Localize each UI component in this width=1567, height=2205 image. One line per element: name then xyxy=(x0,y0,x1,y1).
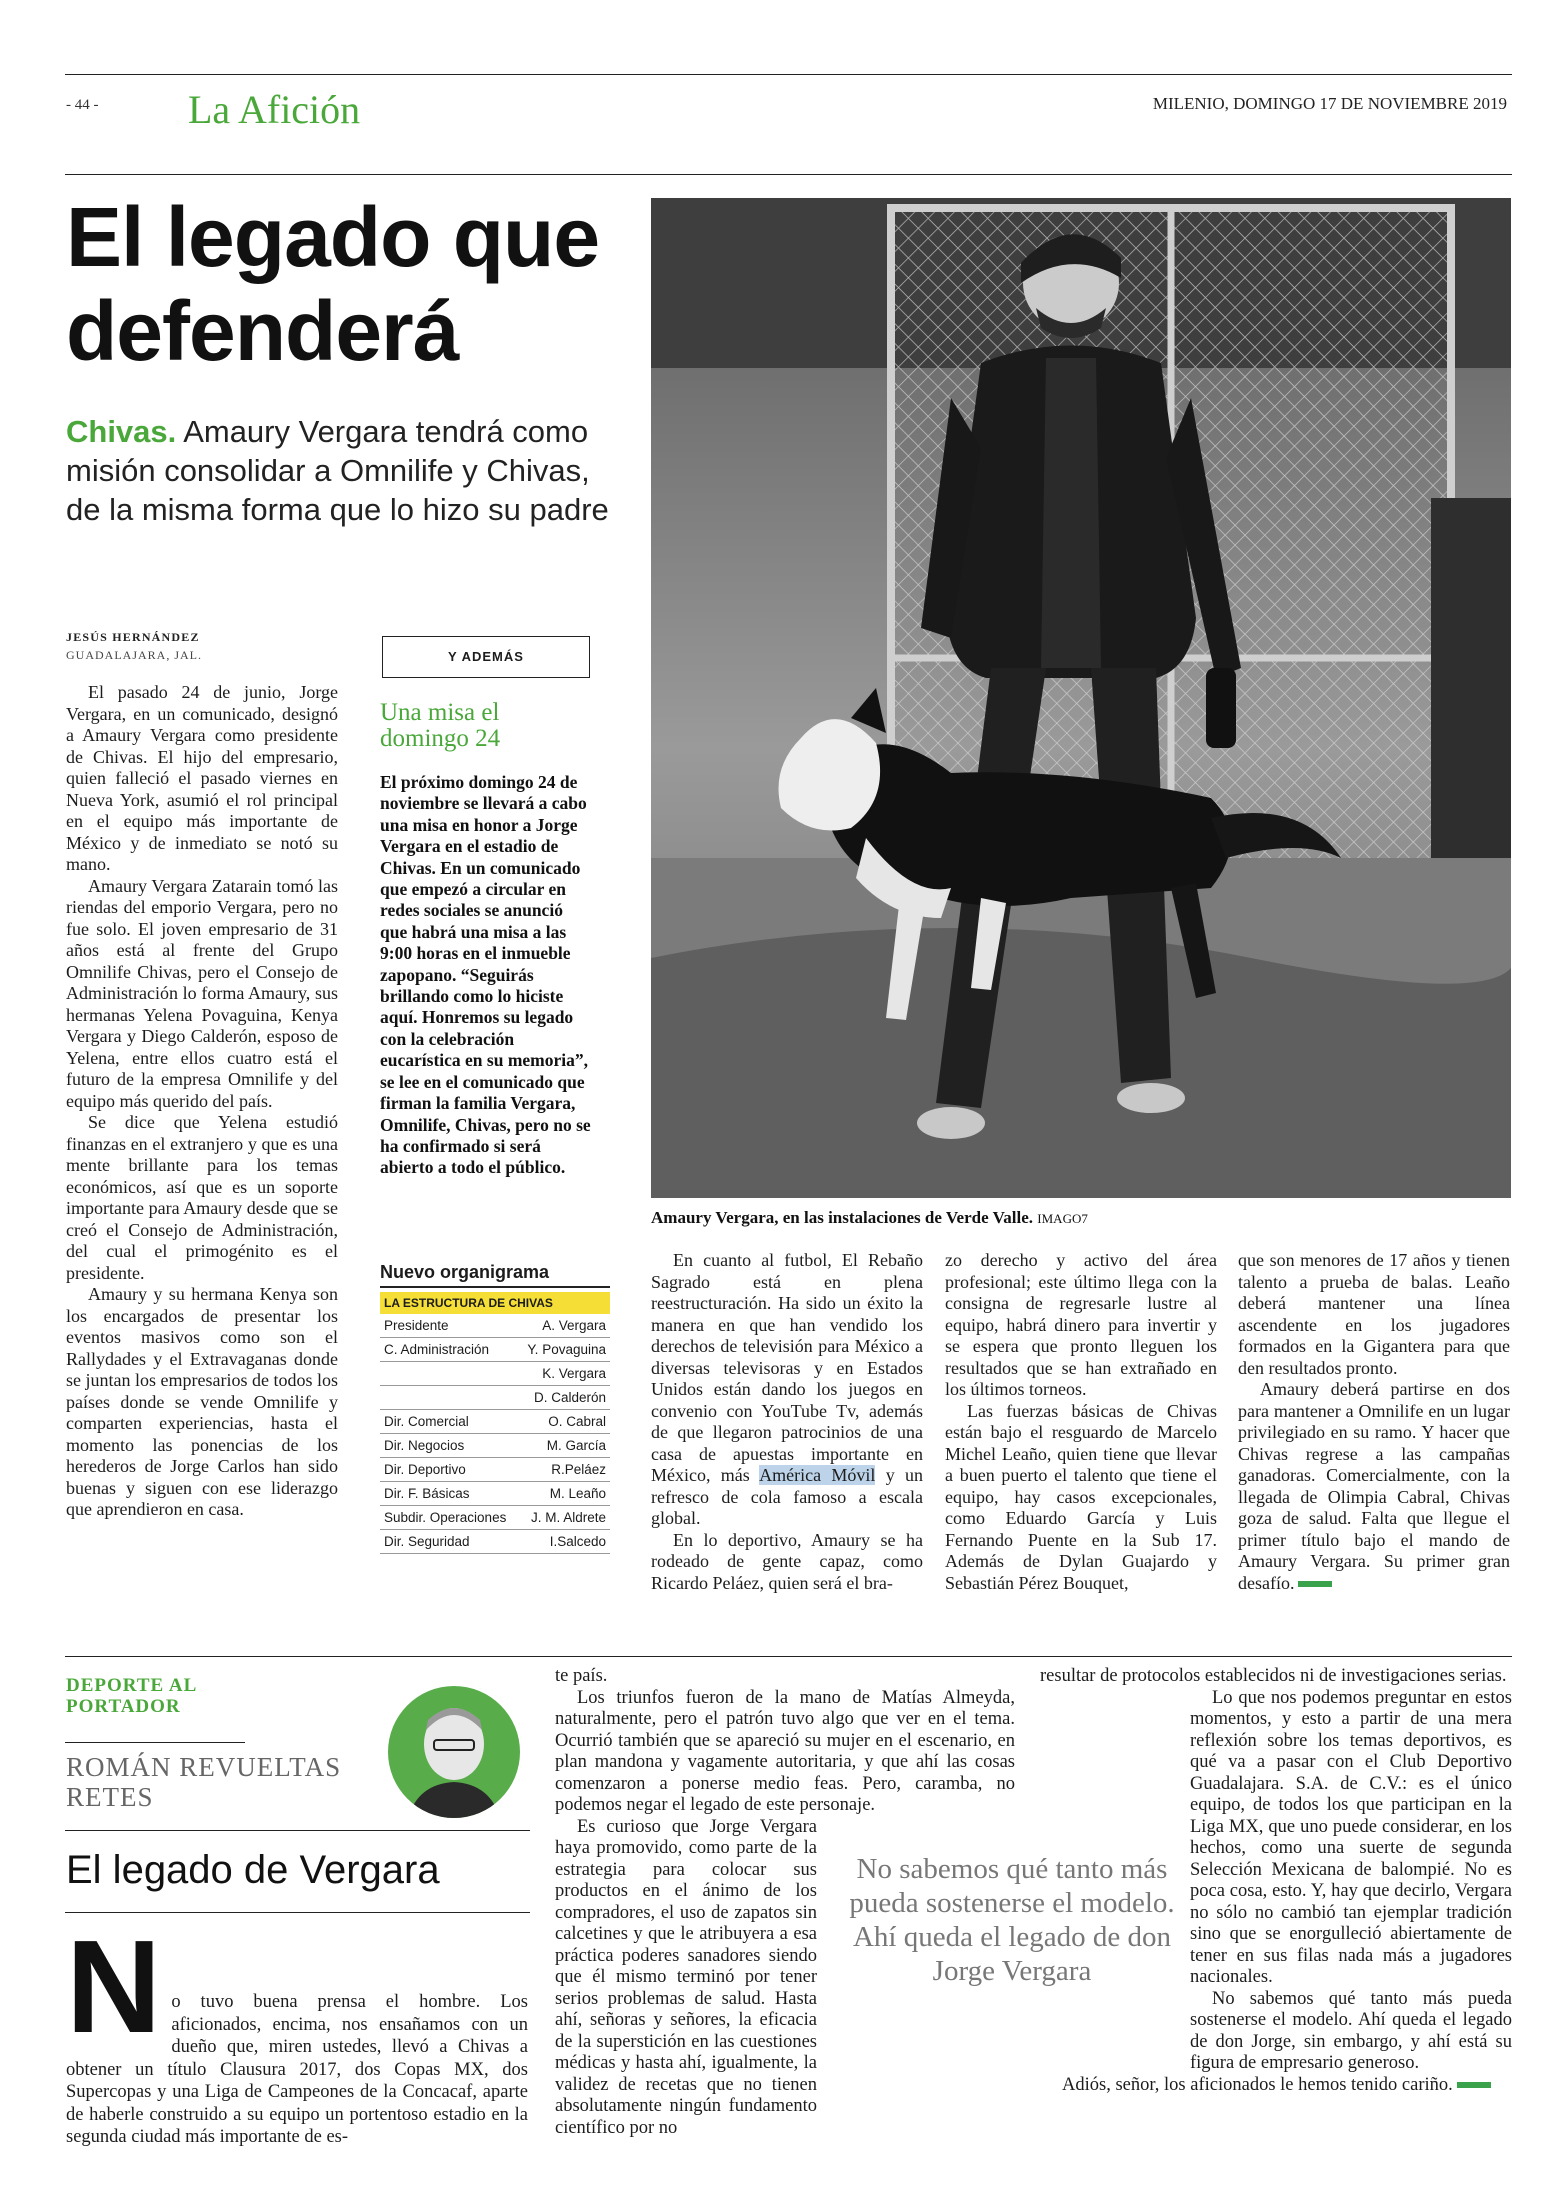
avatar-portrait xyxy=(388,1686,520,1818)
story-paragraph: Amaury y su hermana Kenya son los encargados de presentar los eventos masivos como son el Rallydades y el Extravaganas donde se juntan los empresarios de todos los países donde se vende Omnilife y comparten experiencias, hasta el momento las ponencias de los herederos de Jorge Carlos han sido buenas y siguen con ese liderazgo que aprendieron en casa. xyxy=(66,1284,338,1519)
story-paragraph: que son menores de 17 años y tienen talento a prueba de balas. Leaño deberá mantener una línea ascendente en los jugadores formados en la Gigantera para que den resultados pronto. xyxy=(1238,1250,1510,1378)
column-paragraph: Es curioso que Jorge Vergara haya promovido, como parte de la estrategia para colocar sus productos en el ánimo de los compradores, el uso de zapatos sin calcetines y que le atribuyera a esa práctica poderes sanadores siendo que él mismo terminó por tener serios problemas de salud. Hasta ahí, señoras y señores, la eficacia de la superstición en las cuestiones médicas y hasta ahí, igualmente, la validez de recetas que no tienen absolutamente ningún fundamento científico por no xyxy=(555,1816,817,2138)
org-row xyxy=(380,1506,610,1530)
photo-illustration xyxy=(651,198,1511,1198)
org-person: Y. Povaguina xyxy=(518,1338,610,1362)
org-row xyxy=(380,1530,610,1554)
org-chart-title: Nuevo organigrama xyxy=(380,1262,610,1288)
story-paragraph: Las fuerzas básicas de Chivas están bajo el resguardo de Marcelo Michel Leaño, quien tiene que llevar a buen puerto el talento que tiene el equipo, hay casos excepcionales, como Eduardo García y Luis Fernando Puente en la Sub 17. Además de Dylan Guajardo y Sebastián Pérez Bouquet, xyxy=(945,1400,1217,1593)
column-body-1 xyxy=(66,1913,528,2149)
story-text: En cuanto al futbol, El Rebaño Sagrado está en plena reestructuración. Ha sido un éxito la manera en que han vendido los derechos de televisión para México a diversas televisoras y en Estados Unidos están dando los juegos en convenio con YouTube Tv, además de que llegaron patrocinios de una casa de apuestas importante en México, más xyxy=(651,1250,923,1485)
sidebar-title: Una misa el domingo 24 xyxy=(380,699,501,752)
org-role: Presidente xyxy=(380,1314,518,1338)
story-text: Amaury deberá partirse en dos para mantener a Omnilife en un lugar privilegiado en su ramo. Y hacer que Chivas regrese a las campañas ganadoras. Comercialmente, con la llegada de Olimpia Cabral, Chivas goza de salud. Falta que llegue el primer título bajo el mando de Amaury Vergara. Su primer gran desafío. xyxy=(1238,1379,1510,1593)
column-author: ROMÁN REVUELTAS RETES xyxy=(66,1752,342,1812)
story-column-1 xyxy=(66,682,338,1521)
org-row xyxy=(380,1314,610,1338)
story-paragraph xyxy=(1238,1379,1510,1594)
section-divider xyxy=(65,1656,1512,1657)
org-person: J. M. Aldrete xyxy=(518,1506,610,1530)
org-row xyxy=(380,1482,610,1506)
column-paragraph xyxy=(1040,2075,1512,2097)
org-role xyxy=(380,1362,518,1386)
story-paragraph: En lo deportivo, Amaury se ha rodeado de gente capaz, como Ricardo Peláez, quien será el bra- xyxy=(651,1529,923,1593)
column-paragraph: resultar de protocolos establecidos ni de investigaciones serias. xyxy=(1040,1666,1507,1686)
org-role: Dir. F. Básicas xyxy=(380,1482,518,1506)
story-column-3 xyxy=(651,1250,923,1594)
title-rule xyxy=(65,1830,530,1831)
org-role: Dir. Negocios xyxy=(380,1434,518,1458)
org-person: O. Cabral xyxy=(518,1410,610,1434)
org-row xyxy=(380,1386,610,1410)
author-avatar xyxy=(388,1686,520,1818)
org-person: D. Calderón xyxy=(518,1386,610,1410)
story-paragraph: Amaury Vergara Zatarain tomó las riendas del emporio Vergara, pero no fue solo. El joven empresario de 31 años está al frente del Grupo Omnilife Chivas, pero el Consejo de Administración lo forma Amaury, sus hermanas Yelena Povaguina, Kenya Vergara y Diego Calderón, esposo de Yelena, entre ellos cuatro está el futuro de la empresa Omnilife y del equipo más querido del país. xyxy=(66,875,338,1111)
byline: JESÚS HERNÁNDEZ xyxy=(66,630,200,644)
org-person: M. García xyxy=(518,1434,610,1458)
story-paragraph: zo derecho y activo del área profesional; este último llega con la consigna de regresarle lustre al equipo, habrá dinero para invertir y se espera que pronto lleguen los resultados que se han extrañado en los últimos torneos. xyxy=(945,1250,1217,1399)
org-chart-subtitle: LA ESTRUCTURA DE CHIVAS xyxy=(380,1292,610,1314)
org-role: C. Administración xyxy=(380,1338,518,1362)
org-person: I.Salcedo xyxy=(518,1530,610,1554)
headline: El legado que defenderá xyxy=(66,190,600,378)
org-person: R.Peláez xyxy=(518,1458,610,1482)
end-mark xyxy=(1298,1581,1332,1587)
sidebar-label: Y ADEMÁS xyxy=(382,636,590,678)
story-text: y un refresco de cola famoso a escala global. xyxy=(651,1465,924,1528)
org-row xyxy=(380,1362,610,1386)
org-role: Dir. Comercial xyxy=(380,1410,518,1434)
top-rule xyxy=(65,74,1512,75)
deck-text: Amaury Vergara tendrá como misión consolidar a Omnilife y Chivas, de la misma forma que lo hizo su padre xyxy=(66,414,609,527)
story-paragraph xyxy=(651,1250,923,1530)
photo-caption xyxy=(651,1208,1088,1228)
org-role: Dir. Seguridad xyxy=(380,1530,518,1554)
org-table xyxy=(380,1314,610,1554)
column-title: El legado de Vergara xyxy=(66,1848,440,1892)
org-chart xyxy=(380,1262,610,1554)
org-row xyxy=(380,1434,610,1458)
page-number: - 44 - xyxy=(66,97,99,113)
end-mark xyxy=(1457,2082,1491,2088)
column-body-3 xyxy=(1040,1666,1512,2096)
org-role xyxy=(380,1386,518,1410)
lead-photo xyxy=(651,198,1511,1198)
sidebar-text: El próximo domingo 24 de noviembre se llevará a cabo una misa en honor a Jorge Vergara en el estadio de Chivas. En un comunicado que empezó a circular en redes sociales se anunció que habrá una misa a las 9:00 horas en el inmueble zapopano. “Seguirás brillando como lo hiciste aquí. Honremos su legado con la celebración eucarística en su memoria”, se lee en el comunicado que firman la familia Vergara, Omnilife, Chivas, pero no se ha confirmado si será abierto a todo el público. xyxy=(380,772,591,1178)
caption-text: Amaury Vergara, en las instalaciones de Verde Valle. xyxy=(651,1208,1034,1227)
author-rule xyxy=(65,1742,245,1743)
dateline: GUADALAJARA, JAL. xyxy=(66,648,202,662)
column-text: o tuvo buena prensa el hombre. Los aficionados, encima, nos ensañamos con un dueño que, miren ustedes, llevó a Chivas a obtener un título Clausura 2017, dos Copas MX, dos Supercopas y una Liga de Campeones de la Concacaf, aparte de haberle construido a su equipo un portentoso estadio en la segunda ciudad más importante de es- xyxy=(66,1992,528,2147)
column-text: Adiós, señor, los aficionados le hemos tenido cariño. xyxy=(1062,2074,1453,2095)
org-role: Subdir. Operaciones xyxy=(380,1506,518,1530)
highlighted-text: América Móvil xyxy=(759,1465,876,1485)
deck xyxy=(66,412,626,529)
story-paragraph: El pasado 24 de junio, Jorge Vergara, en un comunicado, designó a Amaury Vergara como presidente de Chivas. El hijo del empresario, quien falleció el pasado viernes en Nueva York, asumió el rol principal en el equipo más importante de México y de inmediato se notó su mano. xyxy=(66,682,338,874)
edition-line: MILENIO, DOMINGO 17 DE NOVIEMBRE 2019 xyxy=(1152,94,1507,113)
org-person: A. Vergara xyxy=(518,1314,610,1338)
column-paragraph: te país. xyxy=(555,1666,608,1686)
org-person: K. Vergara xyxy=(518,1362,610,1386)
org-role: Dir. Deportivo xyxy=(380,1458,518,1482)
story-paragraph: Se dice que Yelena estudió finanzas en el extranjero y que es una mente brillante para los temas económicos, así que es un soporte importante para Amaury desde que se creó el Consejo de Administración, del cual el primogénito es el presidente. xyxy=(66,1112,338,1283)
column-series: DEPORTE AL PORTADOR xyxy=(66,1675,197,1717)
deck-kicker: Chivas. xyxy=(66,414,177,449)
pull-quote: No sabemos qué tanto más pueda sostenerse el modelo. Ahí queda el legado de don Jorge Vergara xyxy=(849,1853,1175,1987)
drop-cap: N xyxy=(66,1913,162,2060)
column-paragraph: Lo que nos podemos preguntar en estos momentos, y esto a partir de una mera reflexión sobre los temas deportivos, es qué va a pasar con el Club Deportivo Guadalajara. S.A. de C.V.: es el único equipo, de todos los que participan en la Liga MX, que uno puede considerar, en los hechos, como una suerte de segunda Selección Mexicana de balompié. No es poca cosa, esto. Y, hay que decirlo, Vergara no sólo no cambió tan ejemplar tradición sino que se enorgulleció abiertamente de tener en sus filas nada más a jugadores nacionales. xyxy=(1190,1687,1512,1987)
org-row xyxy=(380,1458,610,1482)
org-row xyxy=(380,1410,610,1434)
column-paragraph: Los triunfos fueron de la mano de Matías Almeyda, naturalmente, pero el patrón tuvo algo que ver en el tema. Ocurrió también que se apareció su mujer en el escenario, en plan mandona y vagamente autoritaria, y que ahí las cosas comenzaron a ponerse medio feas. Pero, caramba, no podemos negar el legado de este personaje. xyxy=(555,1687,1015,1815)
story-column-5 xyxy=(1238,1250,1510,1594)
photo-credit: IMAGO7 xyxy=(1037,1211,1088,1226)
org-person: M. Leaño xyxy=(518,1482,610,1506)
section-name: La Afición xyxy=(188,87,361,132)
column-paragraph: No sabemos qué tanto más pueda sostenerse el modelo. Ahí queda el legado de don Jorge, sin embargo, y ahí está su figura de empresario generoso. xyxy=(1190,1988,1512,2073)
story-column-4 xyxy=(945,1250,1217,1594)
org-row xyxy=(380,1338,610,1362)
header-rule xyxy=(65,174,1512,175)
